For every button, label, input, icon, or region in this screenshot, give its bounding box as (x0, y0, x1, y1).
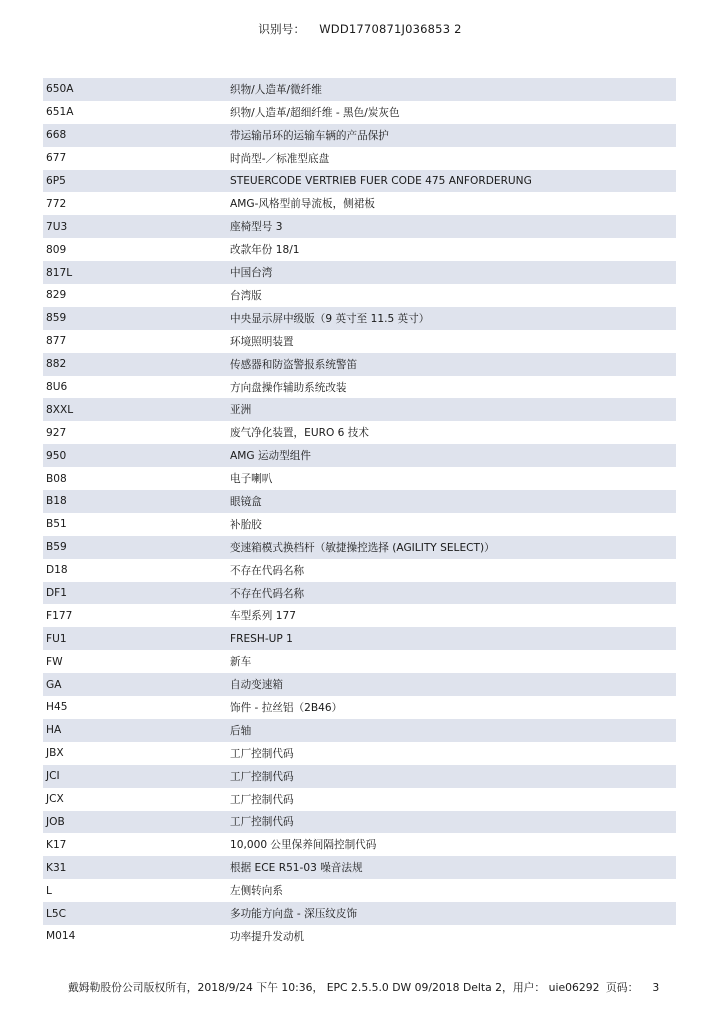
option-code: 877 (46, 335, 67, 348)
option-code: 950 (46, 449, 67, 462)
table-row (43, 902, 676, 925)
option-code: 772 (46, 197, 67, 210)
option-code: JCX (46, 793, 64, 806)
option-code: 8U6 (46, 381, 68, 394)
option-code: L5C (46, 907, 67, 920)
table-row (43, 147, 676, 170)
table-row (43, 398, 676, 421)
option-description: 多功能方向盘 - 深压纹皮饰 (230, 908, 358, 920)
option-code: GA (46, 678, 62, 691)
option-code: 859 (46, 312, 67, 325)
table-row (43, 856, 676, 879)
option-code: JCI (46, 770, 60, 783)
option-code: HA (46, 724, 62, 737)
vin-value: WDD1770871J036853 2 (319, 22, 462, 36)
table-row (43, 421, 676, 444)
table-row (43, 238, 676, 261)
code-table (43, 78, 676, 948)
option-description: 后轴 (230, 724, 252, 737)
option-code: 927 (46, 426, 67, 439)
option-code: B18 (46, 495, 67, 508)
option-description: 座椅型号 3 (230, 221, 283, 234)
table-row (43, 467, 676, 490)
option-code: L (46, 884, 52, 897)
table-row (43, 307, 676, 330)
option-code: 677 (46, 152, 67, 165)
table-row (43, 215, 676, 238)
table-row (43, 742, 676, 765)
table-row (43, 376, 676, 399)
option-code: H45 (46, 701, 68, 714)
option-code: 809 (46, 243, 67, 256)
option-code: K31 (46, 861, 67, 874)
option-description: 带运输吊环的运输车辆的产品保护 (230, 129, 389, 142)
option-description: AMG-风格型前导流板，侧裙板 (230, 198, 375, 211)
option-code: B51 (46, 518, 67, 531)
option-description: 中央显示屏中级版（9 英寸至 11.5 英寸） (230, 312, 430, 325)
option-description: 变速箱模式换档杆（敏捷操控选择 (AGILITY SELECT)） (230, 541, 495, 554)
option-description: 根据 ECE R51-03 噪音法规 (230, 862, 363, 875)
table-row (43, 261, 676, 284)
option-description: 左侧转向系 (230, 885, 283, 898)
option-code: K17 (46, 838, 67, 851)
page-header (0, 21, 720, 37)
option-description: 织物/人造革/超细纤维 - 黑色/炭灰色 (230, 106, 400, 119)
option-code: FU1 (46, 632, 67, 645)
table-row (43, 627, 676, 650)
option-description: 台湾版 (230, 289, 262, 302)
table-row (43, 124, 676, 147)
option-description: STEUERCODE VERTRIEB FUER CODE 475 ANFORDERUNG (230, 175, 532, 187)
table-row (43, 170, 676, 193)
table-row (43, 811, 676, 834)
option-description: FRESH-UP 1 (230, 632, 293, 645)
option-code: DF1 (46, 587, 67, 600)
option-code: B08 (46, 472, 67, 485)
option-code: 668 (46, 129, 67, 142)
page-label: 页码： (606, 981, 639, 994)
option-description: 废气净化装置，EURO 6 技术 (230, 427, 369, 440)
option-code: JOB (46, 815, 65, 828)
table-row (43, 925, 676, 948)
option-code: D18 (46, 564, 68, 577)
page-number: 3 (652, 981, 660, 994)
option-code: 651A (46, 106, 74, 119)
option-description: 改款年份 18/1 (230, 244, 300, 257)
option-description: 传感器和防盗警报系统警笛 (230, 358, 358, 371)
table-row (43, 444, 676, 467)
option-description: AMG 运动型组件 (230, 450, 311, 463)
option-description: 功率提升发动机 (230, 930, 305, 943)
table-row (43, 833, 676, 856)
option-description: 不存在代码名称 (230, 587, 305, 600)
option-code: JBX (46, 747, 64, 760)
table-row (43, 101, 676, 124)
option-code: F177 (46, 609, 73, 622)
option-description: 电子喇叭 (230, 473, 273, 486)
table-row (43, 284, 676, 307)
option-description: 亚洲 (230, 404, 252, 417)
option-description: 自动变速箱 (230, 679, 283, 692)
option-description: 眼镜盒 (230, 495, 262, 508)
option-description: 工厂控制代码 (230, 747, 294, 760)
option-code: B59 (46, 541, 67, 554)
copyright-text: 戴姆勒股份公司版权所有，2018/9/24 下午 10:36， EPC 2.5.5.0 DW 09/2018 Delta 2，用户： uie06292 (68, 981, 600, 994)
table-row (43, 490, 676, 513)
option-code: M014 (46, 930, 76, 943)
option-code: 817L (46, 266, 73, 279)
table-row (43, 513, 676, 536)
table-row (43, 673, 676, 696)
table-row (43, 559, 676, 582)
page-indicator (606, 980, 659, 995)
table-row (43, 788, 676, 811)
option-code: 882 (46, 358, 67, 371)
table-row (43, 719, 676, 742)
table-row (43, 582, 676, 605)
table-row (43, 650, 676, 673)
table-row (43, 604, 676, 627)
option-description: 饰件 - 拉丝铝（2B46） (230, 701, 343, 714)
option-description: 环境照明装置 (230, 335, 294, 348)
table-row (43, 353, 676, 376)
table-row (43, 78, 676, 101)
option-description: 中国台湾 (230, 267, 273, 280)
table-row (43, 879, 676, 902)
option-code: 650A (46, 83, 74, 96)
option-code: 829 (46, 289, 67, 302)
option-description: 车型系列 177 (230, 610, 296, 623)
table-row (43, 765, 676, 788)
option-description: 工厂控制代码 (230, 816, 294, 829)
option-description: 工厂控制代码 (230, 793, 294, 806)
option-description: 不存在代码名称 (230, 564, 305, 577)
option-description: 织物/人造革/微纤维 (230, 83, 322, 96)
option-description: 工厂控制代码 (230, 770, 294, 783)
table-row (43, 536, 676, 559)
table-row (43, 696, 676, 719)
option-description: 方向盘操作辅助系统改装 (230, 381, 347, 394)
option-code: 6P5 (46, 175, 66, 187)
vin-label: 识别号： (258, 22, 306, 36)
option-description: 时尚型-／标准型底盘 (230, 152, 330, 165)
option-description: 10,000 公里保养间隔控制代码 (230, 839, 377, 852)
option-code: 8XXL (46, 403, 74, 416)
option-code: FW (46, 655, 63, 668)
option-description: 新车 (230, 656, 252, 669)
table-row (43, 330, 676, 353)
table-row (43, 192, 676, 215)
option-code: 7U3 (46, 220, 68, 233)
option-description: 补胎胶 (230, 518, 262, 531)
